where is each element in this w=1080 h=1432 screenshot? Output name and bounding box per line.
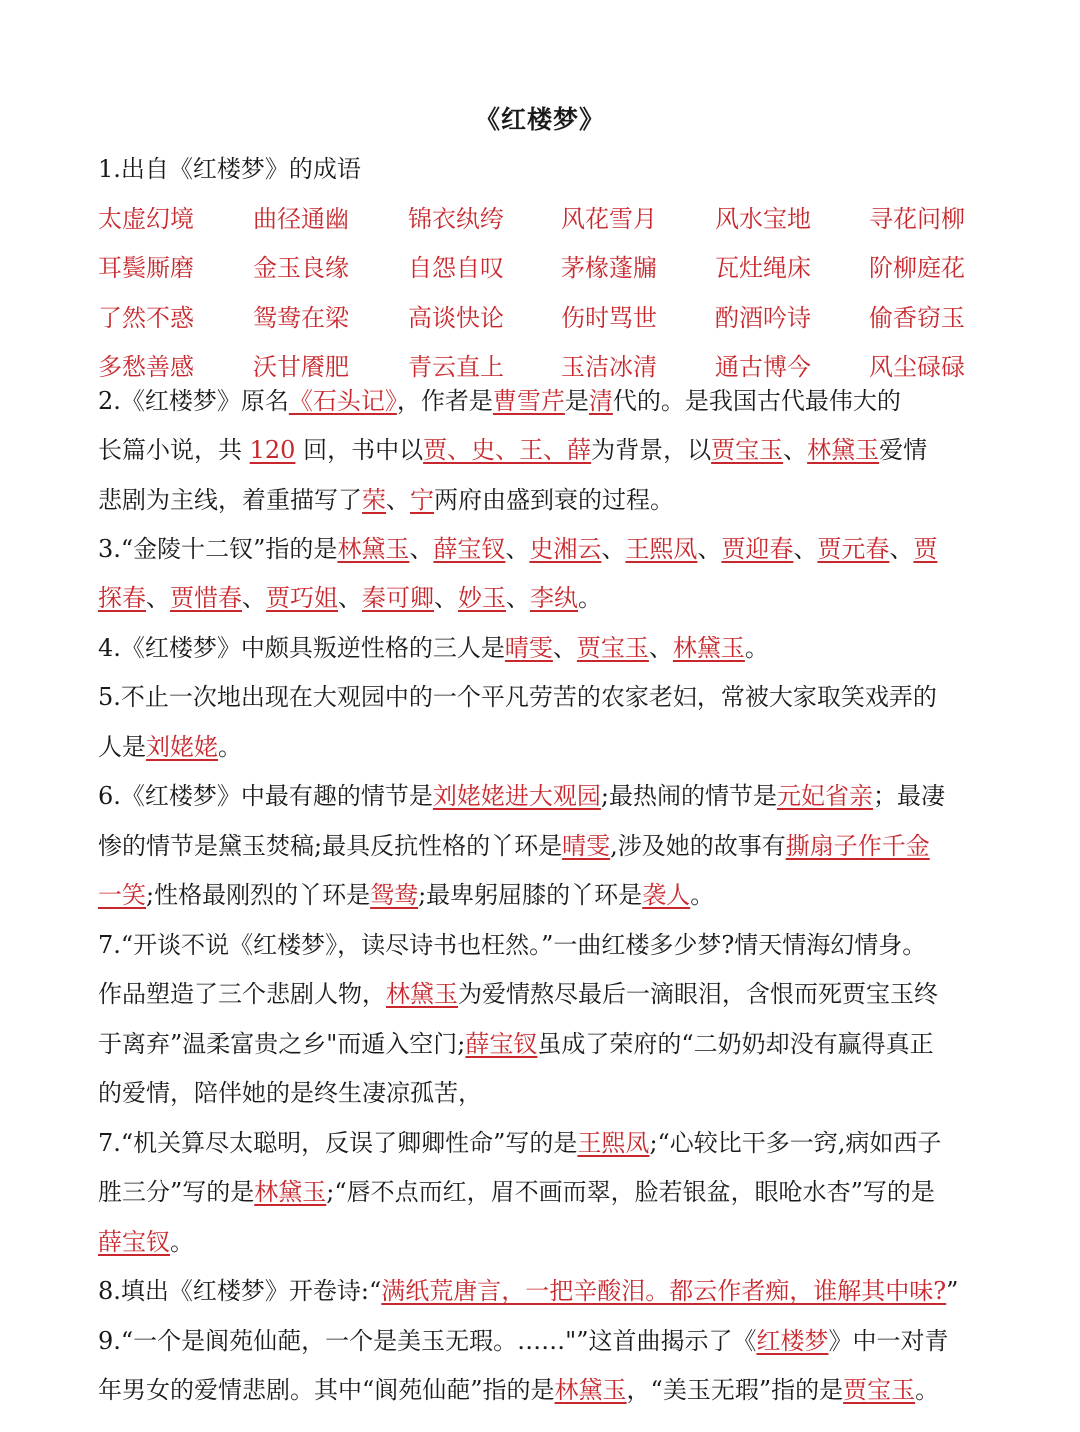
- section-5-line-2: 人是刘姥姥。: [98, 733, 242, 761]
- idiom: 风花雪月: [561, 205, 657, 233]
- idiom: 阶柳庭花: [869, 254, 965, 282]
- idiom: 沃甘餍肥: [253, 353, 349, 381]
- idiom: 风尘碌碌: [869, 353, 965, 381]
- idiom: 通古博今: [715, 353, 811, 381]
- answer: 薛宝钗: [98, 1228, 170, 1256]
- answer: 荣: [362, 486, 386, 514]
- idiom: 寻花问柳: [869, 205, 965, 233]
- section-9-line-1: 9.“一个是阆苑仙葩，一个是美玉无瑕。……"”这首曲揭示了《红楼梦》中一对青: [98, 1327, 949, 1355]
- answer: 王熙凤: [577, 1129, 650, 1157]
- answer: 满纸荒唐言，一把辛酸泪。都云作者痴，谁解其中味?: [381, 1277, 947, 1305]
- answer: 曹雪芹: [492, 387, 565, 415]
- answer: 《石头记》: [288, 387, 397, 415]
- answer: 晴雯: [504, 634, 553, 662]
- section-7b-line-3: 薛宝钗。: [98, 1228, 194, 1256]
- answer: 贾、史、王、薛: [423, 436, 592, 464]
- answer: 贾迎春: [721, 535, 794, 563]
- idiom: 伤时骂世: [561, 304, 657, 332]
- idiom: 锦衣纨绔: [408, 205, 504, 233]
- section-6-line-2: 惨的情节是黛玉焚稿;最具反抗性格的丫环是晴雯,涉及她的故事有撕扇子作千金: [98, 832, 930, 860]
- answer: 刘姥姥进大观园: [432, 782, 601, 810]
- section-7a-line-3: 于离弃”温柔富贵之乡"而遁入空门;薛宝钗虽成了荣府的“二奶奶却没有赢得真正: [98, 1030, 934, 1058]
- idiom-row: [98, 251, 998, 287]
- section-2-line-3: 悲剧为主线，着重描写了荣、宁两府由盛到衰的过程。: [98, 486, 674, 514]
- idiom-row: [98, 350, 998, 386]
- answer: 120: [249, 436, 296, 464]
- idiom: 耳鬓厮磨: [98, 254, 194, 282]
- idiom: 鸳鸯在梁: [253, 304, 349, 332]
- section-2-line-2: 长篇小说，共 120 回，书中以贾、史、王、薛为背景，以贾宝玉、林黛玉爱情: [98, 436, 928, 464]
- answer: 林黛玉: [254, 1178, 327, 1206]
- answer: 袭人: [642, 881, 691, 909]
- idiom: 曲径通幽: [253, 205, 349, 233]
- answer: 林黛玉: [807, 436, 880, 464]
- idiom: 茅椽蓬牖: [561, 254, 657, 282]
- answer: 秦可卿: [362, 584, 434, 612]
- answer: 贾宝玉: [711, 436, 784, 464]
- answer: 晴雯: [562, 832, 611, 860]
- idiom: 青云直上: [408, 353, 504, 381]
- section-7a-line-2: 作品塑造了三个悲剧人物，林黛玉为爱情熬尽最后一滴眼泪，含恨而死贾宝玉终: [98, 980, 938, 1008]
- section-9-line-2: 年男女的爱情悲剧。其中“阆苑仙葩”指的是林黛玉，“美玉无瑕”指的是贾宝玉。: [98, 1376, 940, 1404]
- answer: 贾惜春: [170, 584, 242, 612]
- answer: 鸳鸯: [370, 881, 419, 909]
- idiom: 酌酒吟诗: [715, 304, 811, 332]
- answer: 林黛玉: [672, 634, 745, 662]
- answer: 薛宝钗: [465, 1030, 538, 1058]
- page-title: 《红楼梦》: [474, 105, 605, 134]
- idiom-row: [98, 301, 998, 337]
- answer: 林黛玉: [386, 980, 458, 1008]
- idiom: 玉洁冰清: [561, 353, 657, 381]
- idiom: 了然不惑: [98, 304, 194, 332]
- answer: 宁: [410, 486, 434, 514]
- section-1-heading: 1.出自《红楼梦》的成语: [98, 155, 361, 183]
- section-7a-line-1: 7.“开谈不说《红楼梦》，读尽诗书也枉然。”一曲红楼多少梦?情天情海幻情身。: [98, 931, 927, 959]
- section-4-line-1: 4.《红楼梦》中颇具叛逆性格的三人是晴雯、贾宝玉、林黛玉。: [98, 634, 769, 662]
- answer: 贾元春: [817, 535, 890, 563]
- section-7a-line-4: 的爱情，陪伴她的是终生凄凉孤苦，: [98, 1079, 482, 1107]
- idiom: 高谈快论: [408, 304, 504, 332]
- answer: 刘姥姥: [146, 733, 218, 761]
- idiom: 多愁善感: [98, 353, 194, 381]
- answer: 妙玉: [458, 584, 506, 612]
- section-8-line-1: 8.填出《红楼梦》开卷诗:“满纸荒唐言，一把辛酸泪。都云作者痴，谁解其中味?”: [98, 1277, 959, 1305]
- section-7b-line-1: 7.“机关算尽太聪明，反误了卿卿性命”写的是王熙凤;“心较比干多一窍,病如西子: [98, 1129, 942, 1157]
- section-6-line-3: 一笑;性格最刚烈的丫环是鸳鸯;最卑躬屈膝的丫环是袭人。: [98, 881, 715, 909]
- answer: 红楼梦: [756, 1327, 829, 1355]
- section-7b-line-2: 胜三分”写的是林黛玉;“唇不点而红，眉不画而翠，脸若银盆，眼呛水杏”写的是: [98, 1178, 935, 1206]
- idiom: 瓦灶绳床: [715, 254, 811, 282]
- answer: 贾宝玉: [843, 1376, 916, 1404]
- answer: 薛宝钗: [433, 535, 506, 563]
- answer: 贾: [913, 535, 938, 563]
- answer: 王熙凤: [625, 535, 698, 563]
- answer: 李纨: [530, 584, 578, 612]
- answer: 贾巧姐: [266, 584, 338, 612]
- idiom: 偷香窃玉: [869, 304, 965, 332]
- section-3-line-2: 探春、贾惜春、贾巧姐、秦可卿、妙玉、李纨。: [98, 584, 602, 612]
- section-3-line-1: 3.“金陵十二钗”指的是林黛玉、薛宝钗、史湘云、王熙凤、贾迎春、贾元春、贾: [98, 535, 938, 563]
- answer: 元妃省亲: [777, 782, 873, 810]
- answer: 林黛玉: [337, 535, 410, 563]
- answer: 撕扇子作千金: [785, 832, 930, 860]
- answer: 贾宝玉: [576, 634, 649, 662]
- section-2-line-1: 2.《红楼梦》原名《石头记》，作者是曹雪芹是清代的。是我国古代最伟大的: [98, 387, 901, 415]
- answer: 林黛玉: [554, 1376, 627, 1404]
- answer: 一笑: [98, 881, 146, 909]
- idiom: 太虚幻境: [98, 205, 194, 233]
- idiom: 风水宝地: [715, 205, 811, 233]
- section-6-line-1: 6.《红楼梦》中最有趣的情节是刘姥姥进大观园;最热闹的情节是元妃省亲；最凄: [98, 782, 945, 810]
- idiom: 自怨自叹: [408, 254, 504, 282]
- idiom-row: [98, 202, 998, 238]
- answer: 探春: [98, 584, 146, 612]
- section-5-line-1: 5.不止一次地出现在大观园中的一个平凡劳苦的农家老妇，常被大家取笑戏弄的: [98, 683, 937, 711]
- answer: 史湘云: [529, 535, 602, 563]
- answer: 清: [588, 387, 613, 415]
- idiom: 金玉良缘: [253, 254, 349, 282]
